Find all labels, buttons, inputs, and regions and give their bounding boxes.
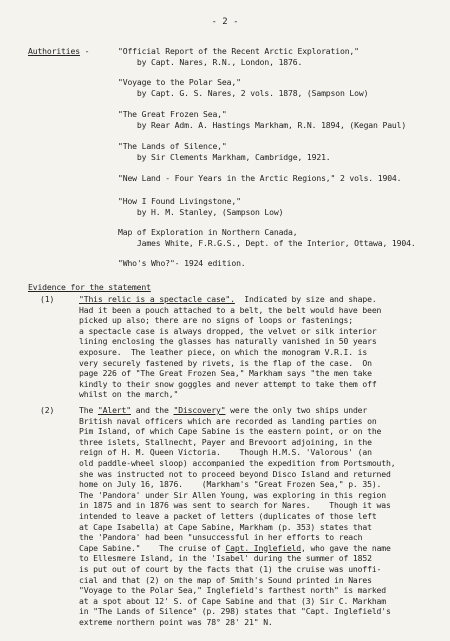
authority-entry-line: [118, 173, 401, 184]
evidence-text-line: [79, 379, 377, 390]
evidence-text-line: [79, 553, 372, 564]
text-run: Capt. Inglefield: [225, 542, 301, 553]
authority-entry-line: [118, 258, 246, 269]
text-run: "Voyage to the Polar Sea," Inglefield's farthest north" is marked: [79, 585, 386, 596]
authority-entry-line: [118, 109, 227, 120]
text-run: reign of H. M. Queen Victoria. Though H.M.S. 'Valorous' (an: [79, 447, 372, 458]
text-run: by Rear Adm. A. Hastings Markham, R.N. 1894, (Kegan Paul): [118, 119, 407, 130]
text-run: The 'Pandora' under Sir Allen Young, was exploring in this region: [79, 489, 386, 500]
authorities-label-text: Authorities: [28, 46, 80, 56]
text-run: the 'Pandora' had been "unsuccessful in her efforts to reach: [79, 532, 363, 543]
text-run: page 226 of "The Great Frozen Sea," Markham says "the men take: [79, 368, 372, 379]
text-run: "Who's Who?"- 1924 edition.: [118, 258, 246, 268]
evidence-text-line: [79, 543, 391, 554]
authority-entry-line: [118, 141, 227, 152]
authority-entry-line: [118, 207, 283, 218]
evidence-text-line: [79, 458, 395, 469]
evidence-item-number: (2): [40, 405, 55, 415]
evidence-text-line: [79, 368, 372, 379]
authorities-dash: -: [79, 46, 90, 56]
text-run: by Sir Clements Markham, Cambridge, 1921.: [118, 151, 331, 162]
evidence-text-line: [79, 447, 372, 458]
evidence-text-line: [79, 532, 362, 543]
evidence-text-line: [79, 336, 377, 347]
evidence-text-line: [79, 426, 381, 437]
text-run: exposure. The leather piece, on which the monogram V.R.I. is: [79, 347, 368, 357]
page-number: - 2 -: [211, 17, 239, 27]
authority-entry-line: [118, 77, 241, 88]
text-run: "Discovery": [173, 405, 226, 415]
evidence-text-line: [79, 358, 372, 369]
text-run: "This relic is a spectacle case".: [79, 294, 235, 304]
evidence-text-line: [79, 347, 367, 358]
text-run: "Official Report of the Recent Arctic Exploration,": [118, 46, 359, 56]
text-run: British naval officers which are recorded as landing parties on: [79, 415, 377, 426]
authority-entry-line: [118, 227, 297, 238]
evidence-text-line: [79, 500, 391, 511]
text-run: a spectacle case is always dropped, the velvet or silk interior: [79, 325, 377, 336]
text-run: Map of Exploration in Northern Canada,: [118, 227, 298, 237]
evidence-text-line: [79, 606, 391, 617]
text-run: lining enclosing the glasses has naturally vanished in 50 years: [79, 336, 377, 347]
evidence-text-line: [79, 315, 353, 326]
text-run: "The Great Frozen Sea,": [118, 109, 227, 119]
authority-entry-line: [118, 88, 368, 99]
evidence-text-line: [79, 479, 381, 490]
text-run: Cape Sabine." The cruise of: [79, 542, 226, 553]
text-run: at a spot about 12' S. of Cape Sabine and that (3) Sir C. Markham: [79, 595, 386, 606]
authority-entry-line: [118, 152, 331, 163]
authority-entry-line: [118, 46, 359, 57]
text-run: James White, F.R.G.S., Dept. of the Interior, Ottawa, 1904.: [118, 237, 416, 248]
text-run: "Voyage to the Polar Sea,": [118, 77, 241, 87]
evidence-text-line: [79, 511, 377, 522]
evidence-text-line: [79, 585, 386, 596]
text-run: at Cape Isabella) at Cape Sabine, Markham (p. 353) states that: [79, 521, 372, 532]
text-run: , who gave the name: [301, 542, 391, 553]
text-run: "How I Found Livingstone,": [118, 196, 241, 206]
text-run: were the only two ships under: [225, 405, 368, 415]
evidence-text-line: [79, 326, 377, 337]
evidence-text-line: [79, 490, 386, 501]
text-run: "New Land - Four Years in the Arctic Regions," 2 vols. 1904.: [118, 173, 402, 183]
text-run: whilst on the march,": [79, 389, 179, 400]
text-run: "Alert": [97, 405, 131, 415]
evidence-text-line: [79, 564, 381, 575]
evidence-text-line: [79, 469, 391, 480]
text-run: Had it been a pouch attached to a belt, the belt would have been: [79, 304, 382, 315]
evidence-text-line: [79, 575, 372, 586]
text-run: by Capt. Nares, R.N., London, 1876.: [118, 56, 303, 67]
evidence-text-line: [79, 405, 367, 416]
text-run: and the: [130, 405, 174, 415]
evidence-text-line: [79, 294, 377, 305]
text-run: three islets, Stallnecht, Payer and Brevoort adjoining, in the: [79, 436, 372, 447]
authority-entry-line: [118, 196, 241, 207]
text-run: extreme northern point was 78° 28' 21" N.: [79, 617, 273, 627]
text-run: in 1875 and in 1876 was sent to search for Nares. Though it was: [79, 500, 391, 511]
evidence-text-line: [79, 522, 372, 533]
text-run: she was instructed not to proceed beyond Disco Island and returned: [79, 468, 391, 479]
text-run: "The Lands of Silence,": [118, 141, 227, 151]
text-run: by H. M. Stanley, (Sampson Low): [118, 206, 284, 217]
evidence-text-line: [79, 305, 381, 316]
evidence-text-line: [79, 596, 386, 607]
evidence-text-line: [79, 416, 377, 427]
text-run: Pim Island, of which Cape Sabine is the eastern point, or on the: [79, 426, 382, 437]
text-run: to Ellesmere Island, in the 'Isabel' during the summer of 1852: [79, 553, 372, 564]
text-run: old paddle-wheel sloop) accompanied the expedition from Portsmouth,: [79, 458, 396, 468]
text-run: intended to leave a packet of letters (duplicates of those left: [79, 511, 377, 521]
text-run: in "The Lands of Silence" (p. 298) states that "Capt. Inglefield's: [79, 606, 391, 617]
text-run: picked up also; there are no signs of loops or fastenings;: [79, 315, 353, 326]
authorities-label: [28, 46, 89, 57]
text-run: cial and that (2) on the map of Smith's Sound printed in Nares: [79, 574, 372, 585]
text-run: very securely fastened by rivets, is the flap of the case. On: [79, 357, 372, 368]
text-run: is put out of court by the facts that (1) the cruise was unoffi-: [79, 564, 382, 574]
authority-entry-line: [118, 120, 406, 131]
text-run: kindly to their snow goggles and never attempt to take them off: [79, 378, 377, 389]
evidence-text-line: [79, 437, 372, 448]
evidence-item-number: (1): [40, 294, 55, 304]
authority-entry-line: [118, 238, 416, 249]
authority-entry-line: [118, 57, 302, 68]
text-run: by Capt. G. S. Nares, 2 vols. 1878, (Sampson Low): [118, 87, 369, 98]
text-run: The: [79, 405, 98, 415]
text-run: home on July 16, 1876. (Markham's "Great Frozen Sea," p. 35).: [79, 479, 382, 490]
text-run: Indicated by size and shape.: [234, 294, 377, 304]
evidence-text-line: [79, 389, 178, 400]
evidence-text-line: [79, 617, 273, 628]
evidence-heading: Evidence for the statement: [28, 282, 151, 292]
